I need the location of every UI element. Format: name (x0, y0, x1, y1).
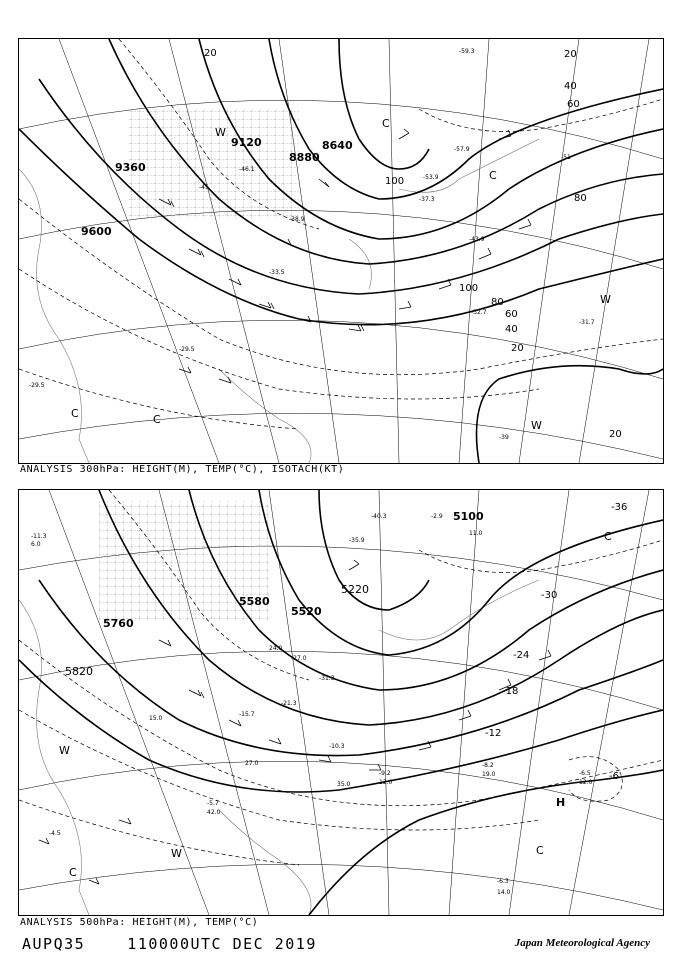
dewpoint-value: 35.0 (337, 781, 351, 788)
center-label-cold: C (489, 169, 497, 182)
temp-value: -31.7 (579, 319, 595, 326)
temp-contour-label: -24 (513, 650, 530, 661)
hatched-region (129, 109, 299, 219)
center-label-cold: C (382, 117, 390, 130)
center-label-high: H (556, 796, 566, 809)
isotach-label: 20 (511, 343, 524, 354)
isotach-label: 60 (567, 99, 580, 110)
height-label-5580: 5580 (239, 595, 270, 608)
dewpoint-value: 14.0 (497, 889, 511, 896)
temp-value: -15.7 (239, 711, 255, 718)
isotach-label: 60 (505, 309, 518, 320)
temp-value: -11.3 (31, 533, 47, 540)
temp-contour-label: -18 (502, 686, 519, 697)
isotach-label: 100 (385, 176, 405, 187)
temp-contour-label: -30 (541, 590, 558, 601)
agency-name: Japan Meteorological Agency (514, 937, 650, 949)
dewpoint-value: 42.0 (207, 809, 221, 816)
center-label-cold: C (69, 866, 77, 879)
center-label-cold: C (71, 407, 79, 420)
dewpoint-value: 6.0 (31, 541, 41, 548)
temp-value: -39 (499, 434, 509, 441)
height-label-9600: 9600 (81, 225, 112, 238)
dewpoint-value: 19.0 (482, 771, 496, 778)
caption-300hpa: ANALYSIS 300hPa: HEIGHT(M), TEMP(°C), ISOTACH(KT) (20, 464, 345, 475)
map-500hpa-canvas (19, 490, 663, 915)
temp-value: -10.3 (329, 743, 345, 750)
dewpoint-value: 15.0 (149, 715, 163, 722)
temp-value: -53.9 (423, 174, 439, 181)
temp-value: -45 (199, 184, 209, 191)
center-label-warm: W (59, 744, 70, 757)
center-label-warm: W (531, 419, 542, 432)
center-label-warm: W (171, 847, 182, 860)
temp-value: -2.9 (431, 513, 443, 520)
temp-contour-label: -12 (485, 728, 502, 739)
chart-code: AUPQ35 110000UTC DEC 2019 (22, 935, 317, 953)
isotach-label: 100 (459, 283, 479, 294)
dewpoint-value: 27.0 (245, 760, 259, 767)
isotach-label: 40 (564, 81, 577, 92)
height-label-8880: 8880 (289, 151, 320, 164)
height-label-5520: 5520 (291, 605, 322, 618)
temp-value: -6.3 (497, 878, 509, 885)
temp-value: -32.7 (471, 309, 487, 316)
dewpoint-value: 11.0 (469, 530, 483, 537)
temp-value: -59.3 (459, 48, 475, 55)
dewpoint-value: 24.0 (269, 645, 283, 652)
isotach-label: 40 (505, 324, 518, 335)
map-500hpa (18, 489, 664, 916)
center-label-cold: C (604, 530, 612, 543)
height-label-5820: 5820 (65, 665, 93, 678)
temp-value: -37.3 (419, 196, 435, 203)
temp-value: -31.3 (319, 675, 335, 682)
height-label-5760: 5760 (103, 617, 134, 630)
isotach-label: 20 (564, 49, 577, 60)
dewpoint-value: 12.0 (579, 779, 593, 786)
temp-value: -51 (561, 154, 571, 161)
temp-value: -43.9 (469, 236, 485, 243)
temp-value: -33.5 (269, 269, 285, 276)
temp-value: -38.9 (289, 216, 305, 223)
temp-value: -40.3 (371, 513, 387, 520)
temp-value: -21.3 (281, 700, 297, 707)
height-label-8640: 8640 (322, 139, 353, 152)
temp-value: -4.5 (49, 830, 61, 837)
temp-value: -35.9 (349, 537, 365, 544)
caption-500hpa: ANALYSIS 500hPa: HEIGHT(M), TEMP(°C) (20, 917, 259, 928)
isotach-label: 20 (204, 48, 217, 59)
map-300hpa (18, 38, 664, 464)
height-label-5220: 5220 (341, 583, 369, 596)
temp-value: -8.2 (482, 762, 494, 769)
isotach-label: 80 (574, 193, 587, 204)
height-label-9360: 9360 (115, 161, 146, 174)
temp-value: -5.7 (207, 800, 219, 807)
height-label-9120: 9120 (231, 136, 262, 149)
map-300hpa-canvas (19, 39, 663, 463)
temp-value: -57.9 (454, 146, 470, 153)
temperature-contours (19, 39, 663, 429)
temp-value: -9.2 (379, 770, 391, 777)
center-label-warm: W (600, 293, 611, 306)
temp-value: -46.1 (239, 166, 255, 173)
center-label-cold: C (536, 844, 544, 857)
dewpoint-value: 12.0 (379, 779, 393, 786)
height-label-5100: 5100 (453, 510, 484, 523)
center-label-cold: C (153, 413, 161, 426)
temp-value: -29.5 (29, 382, 45, 389)
center-label-warm: W (215, 126, 226, 139)
isotach-label: 20 (609, 429, 622, 440)
temp-contour-label: -36 (611, 502, 628, 513)
temp-contour-label: -6 (609, 771, 619, 782)
temp-value: -29.5 (179, 346, 195, 353)
temp-value: -27.0 (291, 655, 307, 662)
temp-value: -6.5 (579, 770, 591, 777)
isotach-label: 80 (491, 297, 504, 308)
